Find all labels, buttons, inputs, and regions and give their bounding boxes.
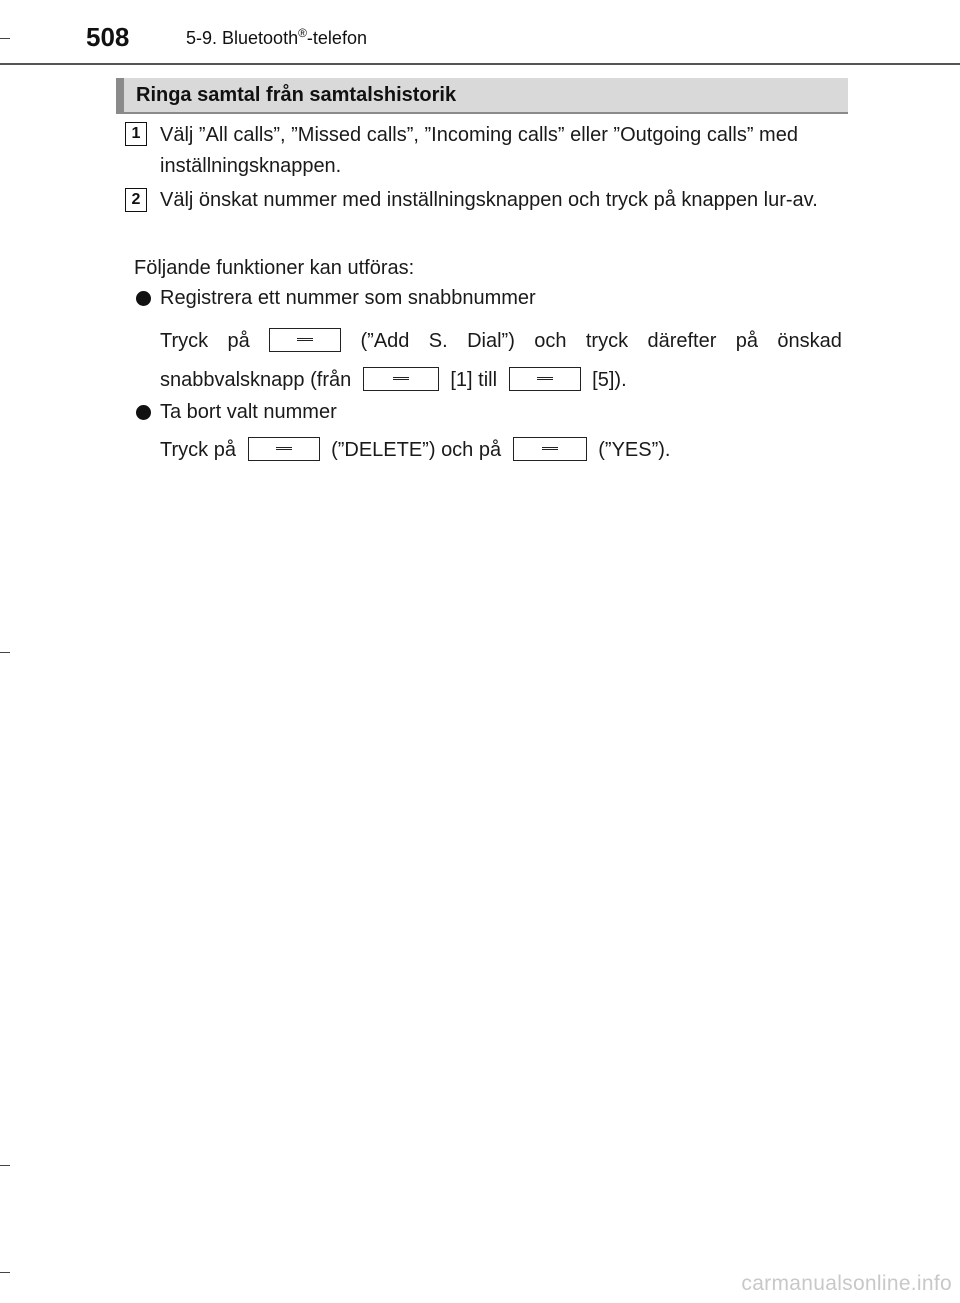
crop-mark-bottom [0,1272,10,1273]
bullet-1-heading: Registrera ett nummer som snabbnummer [160,287,536,309]
section-title: Ringa samtal från samtalshistorik [136,84,457,106]
button-glyph-icon [542,447,558,450]
section-title-bar [116,78,848,114]
watermark-link[interactable]: carmanualsonline.info [741,1272,952,1295]
word: Tryck [160,330,209,352]
page-number: 508 [86,22,130,52]
section-label [186,28,367,49]
bullet-1-dot [136,291,151,306]
registered-mark: ® [298,26,307,40]
section-label-suffix: -telefon [306,28,367,48]
word: (”Add [360,330,410,352]
button-glyph-icon [537,377,553,380]
button-glyph-icon [393,377,409,380]
button-glyph-icon [297,338,313,341]
step-2-text: Välj önskat nummer med inställningsknappen och tryck på knappen lur-av. [160,189,818,211]
bullet-1-line-2 [160,366,627,394]
step-1-text: Välj ”All calls”, ”Missed calls”, ”Incoming calls” eller ”Outgoing calls” med inställningsknappen. [160,124,798,177]
word: önskad [777,330,842,352]
line-part: Tryck på [160,439,236,461]
word: därefter [647,330,717,352]
word: på [227,330,250,352]
header-divider [0,63,960,65]
line-part: [1] till [450,369,498,391]
line-part: (”DELETE”) och på [331,439,502,461]
functions-intro: Följande funktioner kan utföras: [134,257,415,279]
line-part: [5]). [592,369,627,391]
word: och [534,330,567,352]
speed-dial-5-button[interactable] [509,367,581,391]
word: tryck [585,330,629,352]
word: på [735,330,759,352]
section-label-prefix: 5-9. Bluetooth [186,28,299,48]
page-header [0,0,960,64]
button-glyph-icon [276,447,292,450]
word: S. [428,330,448,352]
crop-mark-middle [0,652,10,653]
add-speed-dial-button[interactable] [269,328,341,352]
bullet-2-heading: Ta bort valt nummer [160,401,337,423]
bullet-2-line-1 [160,436,670,464]
word: Dial”) [467,330,515,352]
title-accent-bar [116,78,124,114]
delete-button[interactable] [248,437,320,461]
step-2-badge: 2 [125,188,147,212]
bullet-2-dot [136,405,151,420]
speed-dial-1-button[interactable] [363,367,439,391]
bullet-1-line-1 [160,327,842,355]
line-part: snabbvalsknapp (från [160,369,352,391]
crop-mark-lower [0,1165,10,1166]
yes-button[interactable] [513,437,587,461]
step-1-badge: 1 [125,122,147,146]
line-part: (”YES”). [598,439,671,461]
